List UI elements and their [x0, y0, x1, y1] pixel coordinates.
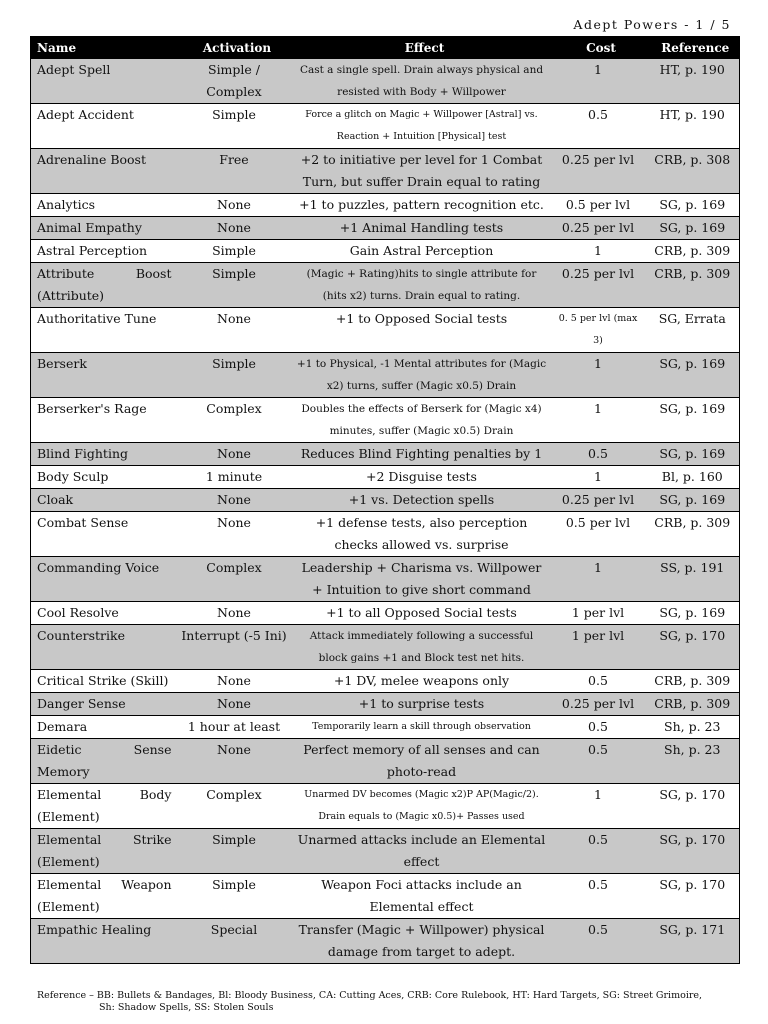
power-name: Eidetic Sense Memory	[31, 739, 176, 784]
power-activation: Simple	[176, 874, 293, 919]
power-effect: +1 to Physical, -1 Mental attributes for (Magic x2) turns, suffer (Magic x0.5) Drain	[293, 353, 551, 398]
column-header-effect: Effect	[293, 37, 551, 59]
power-reference: SG, p. 170	[646, 625, 740, 670]
power-activation: None	[176, 693, 293, 716]
power-name: Elemental Strike (Element)	[31, 829, 176, 874]
power-activation: None	[176, 602, 293, 625]
power-effect: +1 vs. Detection spells	[293, 489, 551, 512]
table-row	[31, 443, 740, 466]
power-activation: 1 minute	[176, 466, 293, 489]
power-cost: 1	[551, 557, 646, 602]
power-name: Critical Strike (Skill)	[31, 670, 176, 693]
power-activation: None	[176, 670, 293, 693]
power-name: Danger Sense	[31, 693, 176, 716]
table-row	[31, 874, 740, 919]
table-row	[31, 716, 740, 739]
power-effect: Force a glitch on Magic + Willpower [Astral] vs. Reaction + Intuition [Physical] test	[293, 104, 551, 149]
power-reference: CRB, p. 308	[646, 149, 740, 194]
power-activation: None	[176, 308, 293, 353]
power-cost: 0.25 per lvl	[551, 263, 646, 308]
power-name: Blind Fighting	[31, 443, 176, 466]
power-reference: SG, p. 169	[646, 353, 740, 398]
power-name: Animal Empathy	[31, 217, 176, 240]
power-cost: 0.5 per lvl	[551, 512, 646, 557]
power-activation: Simple	[176, 263, 293, 308]
power-cost: 0.5	[551, 104, 646, 149]
power-effect: Leadership + Charisma vs. Willpower + Intuition to give short command	[293, 557, 551, 602]
table-row	[31, 466, 740, 489]
table-row	[31, 398, 740, 443]
power-name: Astral Perception	[31, 240, 176, 263]
power-cost: 1	[551, 240, 646, 263]
power-reference: Sh, p. 23	[646, 739, 740, 784]
power-activation: Complex	[176, 784, 293, 829]
column-header-name: Name	[31, 37, 176, 59]
table-row	[31, 489, 740, 512]
power-effect: Unarmed DV becomes (Magic x2)P AP(Magic/2). Drain equals to (Magic x0.5)+ Passes used	[293, 784, 551, 829]
power-activation: Simple / Complex	[176, 59, 293, 104]
power-activation: Simple	[176, 104, 293, 149]
table-row	[31, 670, 740, 693]
power-activation: Special	[176, 919, 293, 964]
power-effect: Gain Astral Perception	[293, 240, 551, 263]
power-effect: Attack immediately following a successful block gains +1 and Block test net hits.	[293, 625, 551, 670]
power-name: Combat Sense	[31, 512, 176, 557]
power-activation: Simple	[176, 829, 293, 874]
power-reference: SG, p. 170	[646, 784, 740, 829]
power-cost: 1	[551, 398, 646, 443]
reference-legend-line-2: Sh: Shadow Spells, SS: Stolen Souls	[99, 1002, 274, 1013]
power-activation: Complex	[176, 398, 293, 443]
table-row	[31, 217, 740, 240]
power-activation: Free	[176, 149, 293, 194]
power-effect: +1 to puzzles, pattern recognition etc.	[293, 194, 551, 217]
table-row	[31, 739, 740, 784]
power-cost: 0.5	[551, 739, 646, 784]
power-effect: +1 to surprise tests	[293, 693, 551, 716]
power-effect: Reduces Blind Fighting penalties by 1	[293, 443, 551, 466]
power-cost: 0.25 per lvl	[551, 149, 646, 194]
power-reference: HT, p. 190	[646, 104, 740, 149]
power-name: Cool Resolve	[31, 602, 176, 625]
table-row	[31, 784, 740, 829]
power-reference: Bl, p. 160	[646, 466, 740, 489]
table-row	[31, 829, 740, 874]
table-header-row	[31, 37, 740, 59]
power-cost: 0.5	[551, 874, 646, 919]
power-name: Elemental Weapon (Element)	[31, 874, 176, 919]
power-name: Empathic Healing	[31, 919, 176, 964]
power-name: Elemental Body (Element)	[31, 784, 176, 829]
column-header-activation: Activation	[176, 37, 293, 59]
power-cost: 1 per lvl	[551, 602, 646, 625]
power-reference: HT, p. 190	[646, 59, 740, 104]
power-effect: Unarmed attacks include an Elemental effect	[293, 829, 551, 874]
power-reference: CRB, p. 309	[646, 512, 740, 557]
power-activation: Simple	[176, 240, 293, 263]
power-cost: 0. 5 per lvl (max 3)	[551, 308, 646, 353]
table-row	[31, 557, 740, 602]
power-reference: SG, p. 169	[646, 398, 740, 443]
power-effect: Temporarily learn a skill through observation	[293, 716, 551, 739]
power-reference: SG, p. 169	[646, 443, 740, 466]
table-row	[31, 625, 740, 670]
power-reference: CRB, p. 309	[646, 670, 740, 693]
power-name: Cloak	[31, 489, 176, 512]
power-activation: 1 hour at least	[176, 716, 293, 739]
power-effect: Perfect memory of all senses and can photo-read	[293, 739, 551, 784]
table-row	[31, 149, 740, 194]
power-name: Body Sculp	[31, 466, 176, 489]
adept-powers-table	[30, 36, 740, 964]
table-row	[31, 308, 740, 353]
power-reference: SG, p. 171	[646, 919, 740, 964]
table-row	[31, 194, 740, 217]
power-reference: SG, p. 169	[646, 489, 740, 512]
power-activation: Complex	[176, 557, 293, 602]
power-reference: SG, p. 169	[646, 217, 740, 240]
table-row	[31, 512, 740, 557]
power-activation: None	[176, 739, 293, 784]
power-reference: SG, p. 169	[646, 602, 740, 625]
power-effect: +1 DV, melee weapons only	[293, 670, 551, 693]
power-name: Adrenaline Boost	[31, 149, 176, 194]
power-cost: 0.5	[551, 829, 646, 874]
power-cost: 0.5	[551, 716, 646, 739]
power-activation: Simple	[176, 353, 293, 398]
column-header-reference: Reference	[646, 37, 740, 59]
power-effect: +2 to initiative per level for 1 Combat Turn, but suffer Drain equal to rating	[293, 149, 551, 194]
table-row	[31, 104, 740, 149]
power-cost: 1	[551, 59, 646, 104]
power-reference: Sh, p. 23	[646, 716, 740, 739]
power-cost: 1	[551, 784, 646, 829]
power-reference: CRB, p. 309	[646, 240, 740, 263]
table-row	[31, 240, 740, 263]
power-cost: 0.25 per lvl	[551, 489, 646, 512]
table-row	[31, 353, 740, 398]
table-row	[31, 693, 740, 716]
power-effect: +1 to Opposed Social tests	[293, 308, 551, 353]
power-cost: 0.5 per lvl	[551, 194, 646, 217]
power-name: Analytics	[31, 194, 176, 217]
power-cost: 0.25 per lvl	[551, 693, 646, 716]
power-name: Counterstrike	[31, 625, 176, 670]
power-activation: None	[176, 217, 293, 240]
power-cost: 0.25 per lvl	[551, 217, 646, 240]
power-name: Berserker's Rage	[31, 398, 176, 443]
power-activation: None	[176, 194, 293, 217]
table-row	[31, 919, 740, 964]
power-activation: None	[176, 489, 293, 512]
power-cost: 0.5	[551, 919, 646, 964]
power-effect: +1 defense tests, also perception checks allowed vs. surprise	[293, 512, 551, 557]
power-cost: 0.5	[551, 670, 646, 693]
table-row	[31, 602, 740, 625]
power-effect: Transfer (Magic + Willpower) physical damage from target to adept.	[293, 919, 551, 964]
power-effect: Weapon Foci attacks include an Elemental effect	[293, 874, 551, 919]
power-name: Attribute Boost (Attribute)	[31, 263, 176, 308]
page-header: Adept Powers - 1 / 5	[573, 17, 731, 32]
power-cost: 1	[551, 353, 646, 398]
power-name: Adept Spell	[31, 59, 176, 104]
power-reference: SG, Errata	[646, 308, 740, 353]
power-reference: SS, p. 191	[646, 557, 740, 602]
power-cost: 1	[551, 466, 646, 489]
power-name: Berserk	[31, 353, 176, 398]
power-activation: None	[176, 443, 293, 466]
power-effect: +1 to all Opposed Social tests	[293, 602, 551, 625]
power-reference: SG, p. 169	[646, 194, 740, 217]
reference-legend-line-1: Reference – BB: Bullets & Bandages, Bl: Bloody Business, CA: Cutting Aces, CRB: Core Rulebook, HT: Hard Targets, SG: Street Grimoire,	[37, 990, 703, 1001]
power-effect: +1 Animal Handling tests	[293, 217, 551, 240]
power-reference: CRB, p. 309	[646, 693, 740, 716]
table-row	[31, 59, 740, 104]
power-cost: 1 per lvl	[551, 625, 646, 670]
column-header-cost: Cost	[551, 37, 646, 59]
power-reference: SG, p. 170	[646, 829, 740, 874]
power-cost: 0.5	[551, 443, 646, 466]
power-reference: SG, p. 170	[646, 874, 740, 919]
power-activation: Interrupt (-5 Ini)	[176, 625, 293, 670]
power-effect: Doubles the effects of Berserk for (Magic x4) minutes, suffer (Magic x0.5) Drain	[293, 398, 551, 443]
reference-legend	[37, 990, 737, 1014]
power-name: Demara	[31, 716, 176, 739]
table-row	[31, 263, 740, 308]
power-activation: None	[176, 512, 293, 557]
power-name: Adept Accident	[31, 104, 176, 149]
power-name: Commanding Voice	[31, 557, 176, 602]
power-reference: CRB, p. 309	[646, 263, 740, 308]
power-effect: (Magic + Rating)hits to single attribute for (hits x2) turns. Drain equal to rating.	[293, 263, 551, 308]
power-name: Authoritative Tune	[31, 308, 176, 353]
power-effect: Cast a single spell. Drain always physical and resisted with Body + Willpower	[293, 59, 551, 104]
power-effect: +2 Disguise tests	[293, 466, 551, 489]
